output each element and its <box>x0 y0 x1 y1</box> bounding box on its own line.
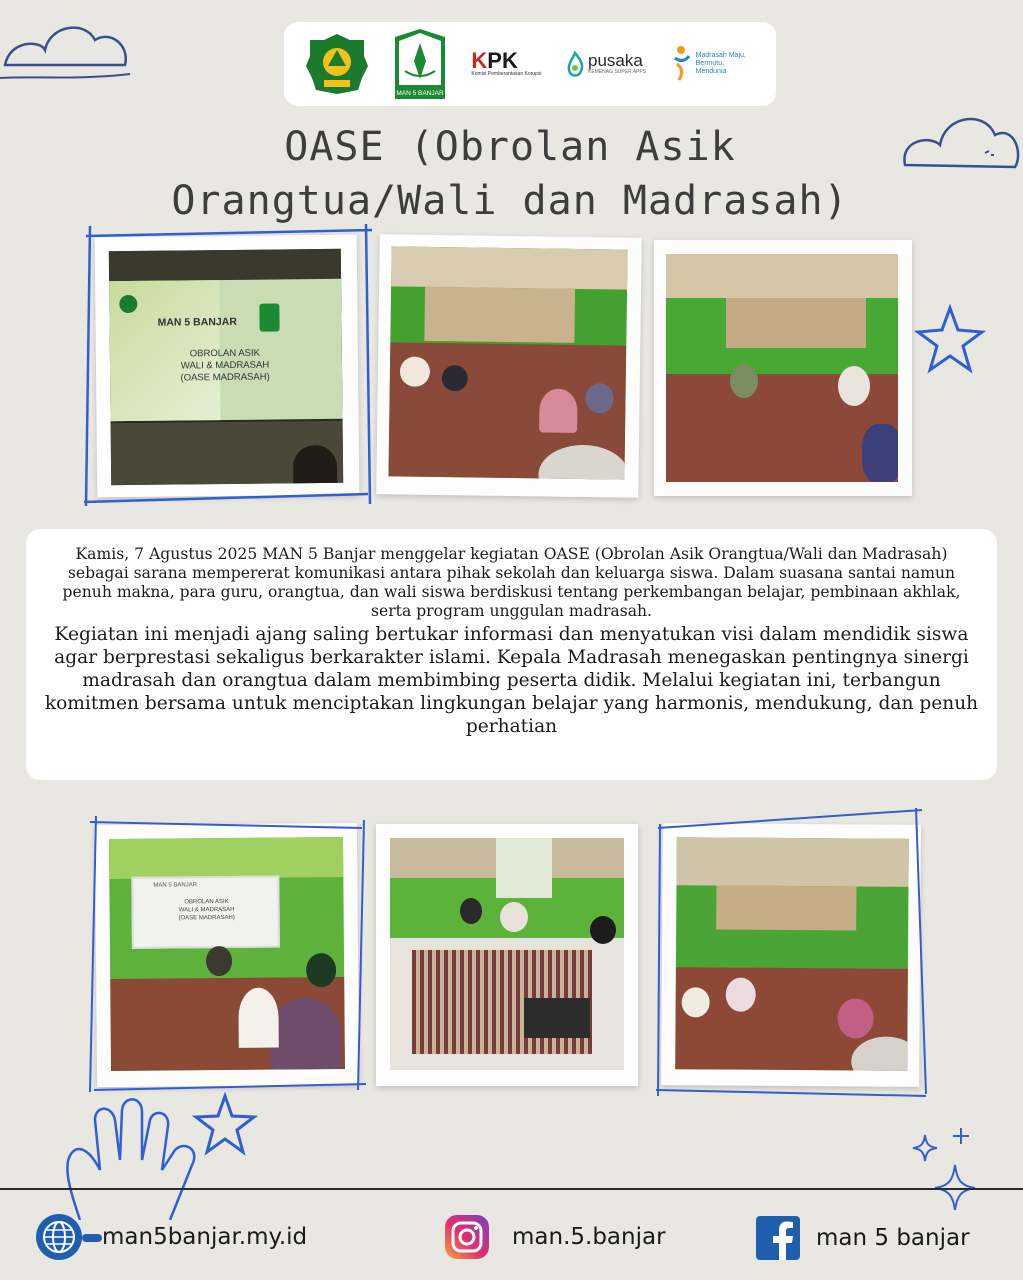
footer-facebook[interactable] <box>756 1216 970 1260</box>
photo-classroom-1 <box>376 234 642 498</box>
man5-logo-caption: MAN 5 BANJAR <box>396 90 444 97</box>
logo-bar <box>284 22 776 106</box>
photo-slide-screen <box>95 235 360 498</box>
kpk-word-rest: PK <box>487 48 518 73</box>
kemenag-emblem-icon <box>306 32 368 96</box>
madrasah-maju-caption: Madrasah Maju, Bermutu, Mendunia <box>695 52 746 75</box>
slide-line1: OBROLAN ASIK <box>184 898 229 906</box>
article-text-box <box>26 529 997 780</box>
pusaka-logo-icon <box>566 51 646 77</box>
instagram-icon <box>444 1214 490 1260</box>
instagram-label: man.5.banjar <box>512 1224 666 1250</box>
kpk-caption: Komisi Pemberantasan Korupsi <box>471 71 542 77</box>
slide-line3: (OASE MADRASAH) <box>178 914 235 922</box>
footer-divider <box>0 1188 1023 1190</box>
slide-org-text: MAN 5 BANJAR <box>157 315 237 329</box>
page-title <box>100 120 920 228</box>
star-doodle-right <box>912 302 988 378</box>
footer-website[interactable] <box>34 1212 307 1262</box>
slide-org-text: MAN 5 BANJAR <box>153 882 198 889</box>
photo-classroom-3 <box>661 823 921 1087</box>
facebook-label: man 5 banjar <box>816 1225 970 1251</box>
article-paragraph-1: Kamis, 7 Agustus 2025 MAN 5 Banjar menggelar kegiatan OASE (Obrolan Asik Orangtua/Wali dan Madrasah) sebagai sarana mempererat komunikasi antara pihak sekolah dan keluarga siswa. Dalam suasana santai namun penuh makna, para guru, orangtua, dan wali siswa berdiskusi tentang perkembangan belajar, pembinaan akhlak, serta program unggulan madrasah. <box>62 545 961 620</box>
photo-classroom-2 <box>654 240 912 496</box>
page-title-line2: Orangtua/Wali dan Madrasah) <box>171 178 849 224</box>
pusaka-word: pusaka <box>588 51 643 70</box>
hand-doodle-bottom-left <box>50 1090 210 1220</box>
kpk-logo-icon <box>471 48 542 77</box>
man5-banjar-logo-icon <box>393 27 447 101</box>
page-title-line1: OASE (Obrolan Asik <box>284 124 736 170</box>
slide-line2: WALI & MADRASAH <box>178 906 235 914</box>
article-paragraph-2: Kegiatan ini menjadi ajang saling bertukar informasi dan menyatukan visi dalam mendidik siswa agar berprestasi sekaligus berkarakter islami. Kepala Madrasah menegaskan pentingnya sinergi madrasah dan orangtua dalam membimbing peserta didik. Melalui kegiatan ini, terbangun komitmen bersama untuk menciptakan lingkungan belajar yang harmonis, mendukung, dan penuh perhatian <box>44 624 979 737</box>
star-doodle-bottom-left <box>190 1090 260 1160</box>
photo-presenters-with-slide <box>95 823 359 1087</box>
audience-head <box>293 445 337 485</box>
madrasah-maju-logo-icon <box>671 44 754 84</box>
globe-icon <box>34 1212 84 1262</box>
sparkle-doodle-bottom-right <box>895 1120 985 1210</box>
website-label: man5banjar.my.id <box>102 1224 308 1250</box>
link-underline-bar <box>82 1230 102 1244</box>
slide-line2: WALI & MADRASAH <box>180 359 270 372</box>
cloud-doodle-top-left <box>0 10 140 90</box>
slide-line3: (OASE MADRASAH) <box>180 371 270 384</box>
pusaka-caption: KEMENAG SUPER APPS <box>588 69 647 75</box>
slide-line1: OBROLAN ASIK <box>189 347 261 360</box>
photo-panel-discussion <box>376 824 638 1086</box>
kpk-word-k: K <box>471 48 488 73</box>
footer-instagram[interactable] <box>444 1214 666 1260</box>
facebook-icon <box>756 1216 800 1260</box>
